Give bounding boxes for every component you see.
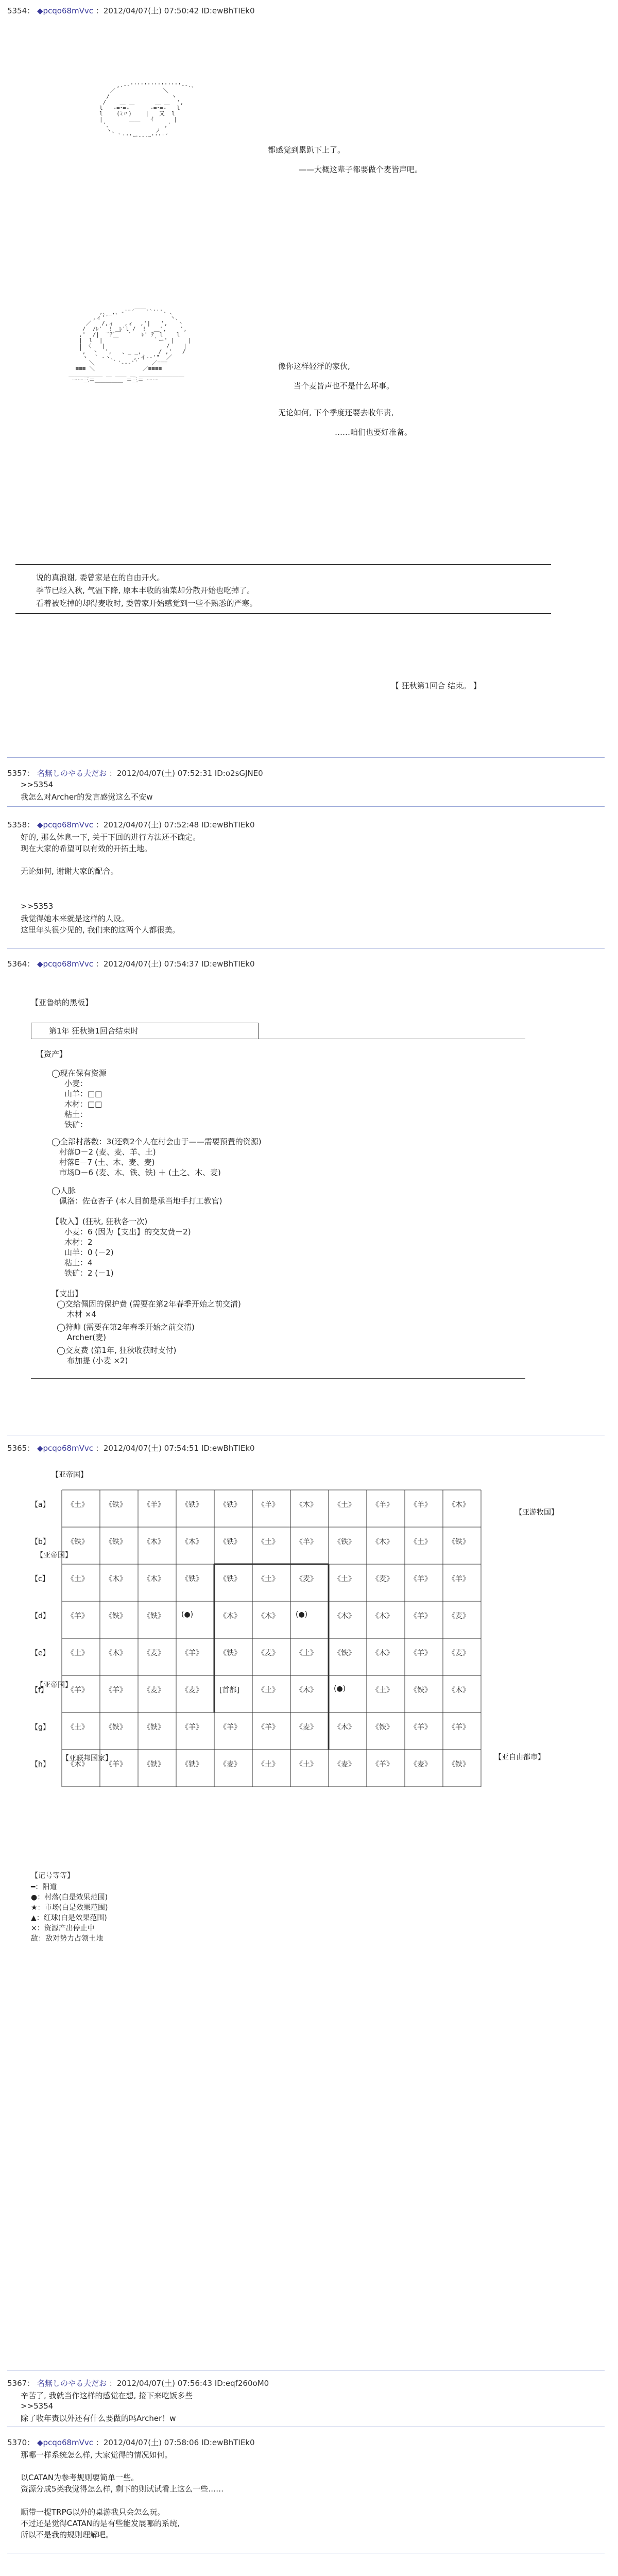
income-line: 铁矿：2 (－1) (64, 1268, 114, 1278)
map-tile: 《麦》 (372, 1575, 393, 1583)
map-row-label: 【g】 (31, 1723, 50, 1732)
expense-line: Archer(麦) (67, 1333, 106, 1342)
map-tile: 《羊》 (105, 1686, 127, 1694)
map-row-label: 【d】 (31, 1612, 50, 1620)
resource-line: ◯现在保有资源 (52, 1069, 107, 1078)
map-tile: 《羊》 (181, 1649, 203, 1657)
legend-item: 敌：敌对势力占领土地 (31, 1935, 103, 1943)
dialogue-line: 像你这样轻浮的家伙, (278, 362, 350, 371)
dialogue-line: 当个麦皆声也不是什么坏事。 (294, 381, 394, 391)
post-date: ：2012/04/07(土) 07:54:37 ID:ewBhTIEk0 (95, 959, 255, 969)
map-tile: 《铁》 (105, 1538, 127, 1546)
map-tile: 《羊》 (448, 1575, 470, 1583)
map-tile: 《铁》 (334, 1538, 355, 1546)
post-text: 这里年头很少见的, 我们来的这两个人都很美。 (21, 925, 180, 935)
map-row-label: 【f】 (31, 1686, 48, 1694)
expense-line: ◯狩帅 (需要在第2年春季开始之前交清) (57, 1323, 195, 1332)
dialogue-line: 无论如何, 下个季度还要去收年责, (278, 408, 394, 417)
post-text: 除了收年责以外还有什么要做的吗Archer！w (21, 2414, 176, 2423)
map-tile: 《铁》 (105, 1612, 127, 1620)
map-tile: 《土》 (296, 1760, 317, 1769)
map-tile: 《羊》 (296, 1538, 317, 1546)
narration-line: 说的真浪谢, 委曾家是在的自由开火。 (36, 573, 165, 582)
map-tile: 《麦》 (219, 1760, 241, 1769)
map-tile: 《羊》 (258, 1501, 279, 1509)
map-tile: (●) (296, 1611, 308, 1619)
map-tile: 《羊》 (410, 1723, 432, 1732)
post-header (7, 2378, 269, 2388)
post-number[interactable]: 5367： (7, 2379, 35, 2388)
map-region-label: 【亚游牧国】 (515, 1509, 558, 1517)
map-tile: 《土》 (67, 1501, 89, 1509)
map-tile: 《铁》 (219, 1538, 241, 1546)
post-date: ：2012/04/07(土) 07:52:48 ID:ewBhTIEk0 (95, 820, 255, 829)
map-tile: 《羊》 (143, 1501, 165, 1509)
map-row-label: 【b】 (31, 1538, 50, 1546)
divider (15, 564, 551, 565)
map-tile: 《土》 (372, 1686, 393, 1694)
legend-item: ×：资源产出停止中 (31, 1924, 95, 1933)
post-text: 资源分成5类我觉得怎么样, 剩下的则试试看上这么一些…… (21, 2484, 224, 2494)
village-line: 村落D－2 (麦、麦、羊、土) (59, 1147, 156, 1157)
reply-link[interactable]: >>5354 (21, 780, 54, 789)
map-tile: 《土》 (258, 1760, 279, 1769)
post-number[interactable]: 5364： (7, 959, 35, 969)
poster-name: ◆pcqo68mVvc (37, 820, 94, 829)
map-tile: 《麦》 (181, 1686, 203, 1694)
map-tile: (●) (334, 1685, 346, 1693)
map-tile: 《麦》 (448, 1649, 470, 1657)
map-tile: 《木》 (296, 1686, 317, 1694)
post-text: 不过还是觉得CATAN的是有些能发展哪的系统, (21, 2519, 180, 2528)
map-tile: 《木》 (219, 1612, 241, 1620)
map-tile: 《土》 (67, 1723, 89, 1732)
ascii-art-character: ,、_,、‐'"´￣￣``'''‐ 、 ,ィ'´ ヽ、 ／ /,ィ ,ィ ,'| ', ヽ / /ﾚ' _!_ ﾚ'l / ! ', ', ,' /| ´ﾃﾞ￣ ´ ﾚ' ﾃ￣l l | l | ￣ ｀ー' | | | 〈 | / | ', ヽ ', 、_ _, / ,' / ヽ ` ‐ヽ、 ,.イ-‐'" ／ ＼ ｀'‐-‐'´ ／≡≡≡ ≡≡≡ ＼ ／≡≡≡≡ ＿＿＿＿＿＿ ＿ ＿＿ ＿ ＿＿＿＿＿＿＿＿ ーー三＝＿＿＿＿＿ ＝三＝ ーー (68, 309, 192, 383)
post-header (7, 819, 255, 830)
expense-line: 木材 ×4 (67, 1310, 96, 1319)
post-text: 以CATAN为参考规则要简单一些。 (21, 2473, 139, 2482)
poster-name: ◆pcqo68mVvc (37, 1444, 94, 1453)
map-tile: 《铁》 (143, 1612, 165, 1620)
village-line: 市场D－6 (麦、木、铁、铁) ＋ (土之、木、麦) (59, 1168, 221, 1177)
map-tile: 《木》 (296, 1501, 317, 1509)
map-tile: 《麦》 (410, 1760, 432, 1769)
map-tile: 《木》 (181, 1538, 203, 1546)
map-tile: 《铁》 (143, 1760, 165, 1769)
map-tile: 《羊》 (448, 1723, 470, 1732)
resource-line: 木材：□□ (64, 1099, 102, 1109)
map-tile: 《土》 (67, 1649, 89, 1657)
map-tile: 《土》 (67, 1575, 89, 1583)
map-tile: 《麦》 (296, 1575, 317, 1583)
map-tile: 《铁》 (181, 1760, 203, 1769)
map-row-label: 【a】 (31, 1501, 50, 1509)
map-tile: 《羊》 (219, 1723, 241, 1732)
map-tile: 《铁》 (334, 1649, 355, 1657)
map-tile: 《土》 (334, 1501, 355, 1509)
dialogue-line: 都感觉到累趴下上了。 (268, 145, 346, 155)
map-tile: 《羊》 (372, 1760, 393, 1769)
map-tile: 《土》 (258, 1575, 279, 1583)
map-tile: 《土》 (410, 1538, 432, 1546)
map-tile: 《麦》 (296, 1723, 317, 1732)
map-tile: 《羊》 (258, 1723, 279, 1732)
map-tile: 《羊》 (410, 1575, 432, 1583)
map-row-label: 【e】 (31, 1649, 50, 1657)
village-line: ◯全部村落数：3(还剩2个人在村会由于——需要预置的资源) (52, 1137, 262, 1146)
post-text: 我觉得她本来就是这样的人设。 (21, 914, 129, 923)
map-tile: 《铁》 (448, 1538, 470, 1546)
map-tile: 《羊》 (67, 1612, 89, 1620)
post-date: ：2012/04/07(土) 07:50:42 ID:ewBhTIEk0 (95, 6, 255, 15)
map-region-label: 【亚自由都市】 (494, 1753, 545, 1761)
post-text: 所以不是我的规则理解吧。 (21, 2530, 114, 2539)
section-heading: 【资产】 (36, 1049, 67, 1059)
round-end-label: 【 狂秋第1回合 结束。 】 (391, 681, 481, 690)
narration-line: 季节已经入秋, 气温下降, 原本丰收的油菜却分散开始也吃掉了。 (36, 586, 255, 595)
post-header (7, 2437, 255, 2448)
map-road-lines (0, 1463, 618, 1824)
map-tile: 《麦》 (143, 1686, 165, 1694)
resource-line: 小麦： (64, 1079, 88, 1088)
map-tile: 《铁》 (372, 1723, 393, 1732)
map-tile: 《羊》 (105, 1760, 127, 1769)
map-tile: 《木》 (334, 1612, 355, 1620)
post-number[interactable]: 5357： (7, 769, 35, 778)
income-line: 小麦：6 (因为【支出】的交友费－2) (64, 1227, 191, 1236)
legend-item: ▲：红球(白是效果范围) (31, 1914, 107, 1922)
map-tile: 《木》 (448, 1686, 470, 1694)
map-tile: 《木》 (372, 1612, 393, 1620)
post-header (7, 1443, 255, 1453)
map-tile: 《木》 (143, 1575, 165, 1583)
map-tile: [首都] (219, 1686, 239, 1694)
map-tile: 《羊》 (410, 1649, 432, 1657)
map-tile: 《铁》 (105, 1501, 127, 1509)
post-number[interactable]: 5365： (7, 1444, 35, 1453)
map-tile: 《麦》 (334, 1760, 355, 1769)
dialogue-line: ……咱们也要好准备。 (335, 428, 413, 437)
contacts-line: ◯人脉 (52, 1186, 76, 1195)
post-text: 那哪一样系统怎么样, 大家觉得的情况如何。 (21, 2450, 173, 2460)
post-text: 辛苦了, 我就当作这样的感觉在想, 接下来吃饭多些 (21, 2391, 193, 2400)
map-region-label: 【亚联邦国家】 (62, 1754, 112, 1762)
poster-name: 名無しのやる夫だお (37, 2379, 107, 2388)
section-heading: 【收入】(狂秋, 狂秋各一次) (52, 1217, 148, 1226)
income-line: 山羊：0 (－2) (64, 1248, 114, 1257)
post-text: 我怎么对Archer的发言感觉这么不安w (21, 792, 153, 802)
expense-line: 布加提 (小麦 ×2) (67, 1356, 128, 1365)
map-tile: 《木》 (334, 1723, 355, 1732)
map-tile: 《麦》 (143, 1649, 165, 1657)
poster-name: ◆pcqo68mVvc (37, 6, 94, 15)
post-separator (7, 757, 605, 758)
round-label: 第1年 狂秋第1回合结束时 (49, 1026, 139, 1036)
map-tile: 《土》 (258, 1686, 279, 1694)
post-date: ：2012/04/07(土) 07:52:31 ID:o2sGJNE0 (109, 769, 263, 778)
post-number[interactable]: 5358： (7, 820, 35, 829)
poster-name: ◆pcqo68mVvc (37, 2438, 94, 2447)
post-text: 顺带一提TRPG以外的桌游我只会怎么玩。 (21, 2507, 165, 2517)
map-tile: 《铁》 (67, 1538, 89, 1546)
map-row-label: 【h】 (31, 1760, 50, 1769)
map-tile: 《羊》 (372, 1501, 393, 1509)
post-separator (7, 806, 605, 807)
map-tile: 《木》 (105, 1649, 127, 1657)
divider (31, 1378, 525, 1379)
post-text: 好的, 那么休息一下, 关于下回的进行方法还不确定。 (21, 833, 201, 842)
resource-line: 山羊：□□ (64, 1089, 102, 1098)
post-date: ：2012/04/07(土) 07:54:51 ID:ewBhTIEk0 (95, 1444, 255, 1453)
poster-name: ◆pcqo68mVvc (37, 959, 94, 969)
legend-item: ━：阳道 (31, 1883, 57, 1891)
map-tile: 《木》 (105, 1575, 127, 1583)
map-tile: 《铁》 (181, 1575, 203, 1583)
map-tile: 《铁》 (219, 1649, 241, 1657)
map-region-label: 【亚帝国】 (52, 1471, 88, 1479)
village-line: 村落E－7 (土、木、麦、麦) (59, 1158, 155, 1167)
map-tile: 《铁》 (181, 1501, 203, 1509)
legend-item: ★：市场(白是效果范围) (31, 1904, 108, 1912)
map-tile: 《麦》 (258, 1649, 279, 1657)
map-region-label: 【亚帝国】 (36, 1681, 72, 1689)
map-tile: 《木》 (258, 1612, 279, 1620)
map-tile: 《土》 (296, 1649, 317, 1657)
post-header (7, 768, 263, 778)
map-tile: 《木》 (67, 1760, 89, 1769)
map-tile: 《羊》 (67, 1686, 89, 1694)
map-tile: 《铁》 (143, 1723, 165, 1732)
resource-line: 粘土： (64, 1110, 88, 1119)
map-tile: 《铁》 (219, 1575, 241, 1583)
map-tile: 《木》 (372, 1649, 393, 1657)
expense-line: ◯交友费 (第1年, 狂秋收获时支付) (57, 1346, 177, 1355)
map-tile: 《铁》 (219, 1501, 241, 1509)
map-tile: (●) (181, 1611, 194, 1619)
post-text: 无论如何, 谢谢大家的配合。 (21, 867, 118, 876)
poster-name: 名無しのやる夫だお (37, 769, 107, 778)
map-tile: 《铁》 (448, 1760, 470, 1769)
map-tile: 《木》 (143, 1538, 165, 1546)
reply-link[interactable]: >>5353 (21, 902, 54, 911)
game-map (0, 1463, 618, 1824)
map-tile: 《铁》 (410, 1686, 432, 1694)
legend-item: ●：村落(白是效果范围) (31, 1893, 108, 1902)
post-date: ：2012/04/07(土) 07:58:06 ID:ewBhTIEk0 (95, 2438, 255, 2447)
section-heading: 【支出】 (52, 1289, 83, 1298)
map-tile: 《羊》 (181, 1723, 203, 1732)
map-tile: 《羊》 (410, 1501, 432, 1509)
contacts-line: 佩洛：佐仓杏子 (本人目前是承当地手打工教官) (59, 1196, 222, 1206)
map-tile: 《土》 (334, 1575, 355, 1583)
divider (15, 613, 551, 614)
post-date: ：2012/04/07(土) 07:56:43 ID:eqf260oM0 (109, 2379, 269, 2388)
post-number[interactable]: 5354： (7, 6, 35, 15)
resource-line: 铁矿： (64, 1120, 88, 1129)
post-number[interactable]: 5370： (7, 2438, 35, 2447)
map-row-label: 【c】 (31, 1575, 49, 1583)
ascii-art-character: ,.-‐'''''''''''''''‐-.、 ／ ＼ / ヽ / ＿ ＿ ＿ ＿ ', l ‐=･=- -=･=‐ l l (ﾐ〃) | 又 l | ｲ | '、 ￣￣ ,' ヽ、 ノ ｀'''ー---ｰ''''´ (99, 82, 197, 140)
map-tile: 《木》 (372, 1538, 393, 1546)
map-tile: 《羊》 (410, 1612, 432, 1620)
map-tile: 《土》 (258, 1538, 279, 1546)
narration-line: 看着被吃掉的却得麦收时, 委曾家开始感觉到一些不熟悉的严寒。 (36, 599, 258, 608)
legend-title: 【记号等等】 (31, 1872, 74, 1880)
map-region-label: 【亚帝国】 (36, 1551, 72, 1560)
blackboard-title: 【亚鲁纳的黑板】 (31, 998, 93, 1007)
expense-line: ◯交给佩因的保护费 (需要在第2年春季开始之前交清) (57, 1299, 241, 1309)
map-tile: 《木》 (448, 1501, 470, 1509)
post-header (7, 5, 255, 16)
income-line: 粘土：4 (64, 1258, 93, 1267)
income-line: 木材：2 (64, 1238, 93, 1247)
map-tile: 《铁》 (105, 1723, 127, 1732)
map-tile: 《麦》 (448, 1612, 470, 1620)
post-text: 现在大家的希望可以有效的开拓土地。 (21, 844, 152, 853)
reply-link[interactable]: >>5354 (21, 2401, 54, 2411)
dialogue-line: ——大概这辈子都要做个麦皆声吧。 (299, 165, 423, 174)
post-header (7, 958, 255, 969)
